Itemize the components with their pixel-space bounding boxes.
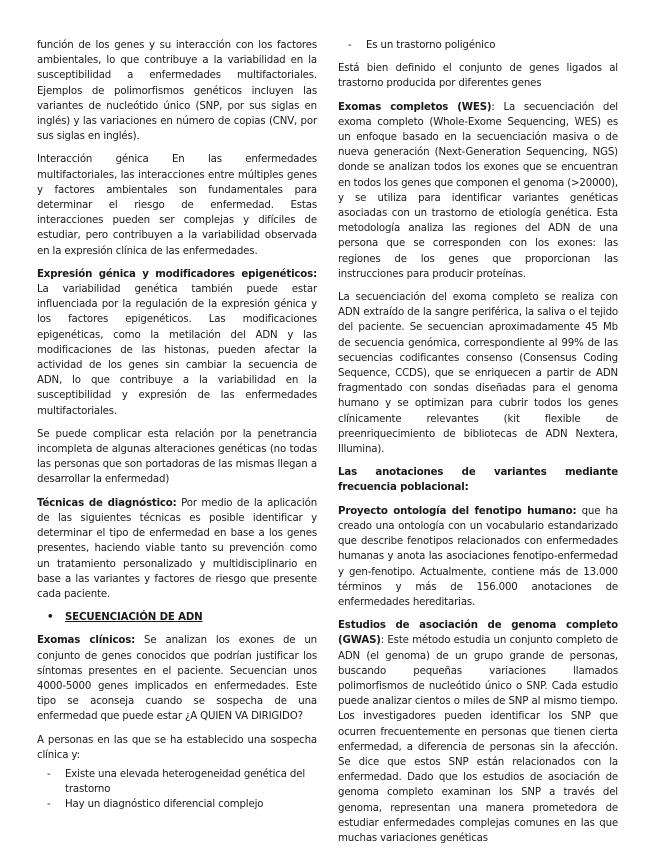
paragraph-diagnostic-techniques: [37, 496, 317, 602]
criteria-list-continued: [338, 38, 618, 53]
diagnostic-text: Por medio de la aplicación de las siguientes técnicas es posible identificar y determinar el tipo de enfermedad en base a los genes presentes, haciendo viable tanto su prevención como un tratamiento personalizado y multidisciplinario en base a las variantes y factores de riesgo que presente cada paciente.: [37, 497, 317, 600]
paragraph-gene-set: Está bien definido el conjunto de genes ligados al trastorno producida por diferentes genes: [338, 63, 618, 90]
epigenetics-title: Expresión génica y modificadores epigenéticos:: [37, 268, 317, 280]
paragraph-hpo: [338, 504, 618, 610]
diagnostic-title: Técnicas de diagnóstico:: [37, 497, 177, 509]
criteria-list: [37, 767, 317, 813]
clinical-exomes-text: Se analizan los exones de un conjunto de genes conocidos que podrían justificar los síntomas presentes en el paciente. Secuencian unos 4000-5000 genes implicados en enfermedades. Este tipo se aconseja cuando se sospecha de una enfermedad que puede estar ¿A QUIEN VA DIRIGIDO?: [37, 635, 317, 723]
wes-title: Exomas completos (WES): [338, 101, 492, 113]
section-heading-sequencing: SECUENCIACIÓN DE ADN: [65, 612, 203, 624]
section-bullet-list: [37, 610, 317, 625]
criteria-item: - Es un trastorno poligénico: [338, 38, 618, 53]
left-column: [37, 38, 317, 821]
hpo-title: Proyecto ontología del fenotipo humano:: [338, 505, 577, 517]
paragraph-polymorphisms: función de los genes y su interacción con los factores ambientales, lo que contribuye a la variabilidad en la susceptibilidad a enfermedades multifactoriales. Ejemplos de polimorfismos genéticos incluyen las variantes de nucleótido único (SNP, por sus siglas en inglés) y las variaciones en número de copias (CNV, por sus siglas en inglés).: [37, 40, 317, 143]
heading-variant-annotations: [338, 465, 618, 495]
paragraph-epigenetics: [37, 267, 317, 419]
paragraph-gene-interaction: Interacción génica En las enfermedades multifactoriales, las interacciones entre múltiples genes y factores ambientales son fundamentales para determinar el riesgo de enfermedad. Estas interacciones pueden ser complejas y difíciles de estudiar, pero contribuyen a la variabilidad observada en la expresión clínica de las enfermedades.: [37, 154, 317, 257]
paragraph-target-people: A personas en las que se ha establecido una sospecha clínica y:: [37, 734, 317, 761]
paragraph-gwas: [338, 618, 618, 846]
epigenetics-text: La variabilidad genética también puede estar influenciada por la regulación de la expresión génica y los factores epigenéticos. Las modificaciones epigenéticas, como la metilación del ADN y las modificaciones de las histonas, pueden afectar la actividad de los genes sin cambiar la secuencia de ADN, lo que contribuye a la variabilidad en la susceptibilidad y expresión de las enfermedades multifactoriales.: [37, 284, 317, 417]
paragraph-exome-sequencing: La secuenciación del exoma completo se realiza con ADN extraído de la sangre periférica, la saliva o el tejido del paciente. Se secuencian aproximadamente 45 Mb de secuencia genómica, correspondiente al 99% de las secuencias codificantes consenso (Consensus Coding Sequence, CCDS), que se enriquecen a partir de ADN fragmentado con sondas diseñadas para el genoma humano y se optimizan para cubrir todos los genes clínicamente relevantes (kit flexible de preenriquecimiento de bibliotecas de ADN Nextera, Illumina).: [338, 292, 618, 456]
section-bullet: [37, 610, 317, 625]
right-column: [338, 38, 618, 854]
paragraph-clinical-exomes: [37, 633, 317, 724]
criteria-item: - Hay un diagnóstico diferencial complejo: [37, 797, 317, 812]
hpo-text: que ha creado una ontología con un vocabulario estandarizado que describe fenotipos relacionados con enfermedades humanas y anota las asociaciones fenotipo-enfermedad y gen-fenotipo. Actualmente, contiene más de 13.000 términos y más de 156.000 anotaciones de enfermedades hereditarias.: [338, 505, 618, 608]
gwas-text: : Este método estudia un conjunto completo de ADN (el genoma) de un grupo grande de personas, buscando pequeñas variaciones llamados polimorfismos de nucleótido único o SNP. Cada estudio puede analizar cientos o miles de SNP al mismo tiempo. Los investigadores pueden identificar los SNP que ocurren frecuentemente en personas que tienen cierta enfermedad, a diferencia de personas sin la afección. Se dice que estos SNP están relacionados con la enfermedad. Dado que los estudios de asociación de genoma completo examinan los SNP a través del genoma, representan una manera prometedora de estudiar enfermedades complejas comunes en las que muchas variaciones genéticas: [338, 635, 618, 844]
clinical-exomes-title: Exomas clínicos:: [37, 635, 136, 647]
paragraph-penetrance: Se puede complicar esta relación por la penetrancia incompleta de algunas alteraciones genéticas (no todas las personas que son portadoras de las mismas llegan a desarrollar la enfermedad): [37, 428, 317, 486]
criteria-item: - Existe una elevada heterogeneidad genética del trastorno: [37, 767, 317, 797]
gwas-title: Estudios de asociación de genoma completo (GWAS): [338, 620, 618, 647]
wes-text: : La secuenciación del exoma completo (Whole-Exome Sequencing, WES) es un enfoque basado en la secuenciación masiva o de nueva generación (Next-Generation Sequencing, NGS) donde se analizan todos los exones que se encuentran en todos los genes que componen el genoma (>20000), y se utiliza para identificar variantes genéticas asociadas con un trastorno de etiología genética. Esta metodología analiza las regiones del ADN de una persona que se corresponden con los exones: las regiones de los genes que proporcionan las instrucciones para producir proteínas.: [338, 101, 619, 280]
paragraph-wes: [338, 100, 618, 282]
variant-annotations-title: Las anotaciones de variantes mediante frecuencia poblacional:: [338, 467, 618, 494]
